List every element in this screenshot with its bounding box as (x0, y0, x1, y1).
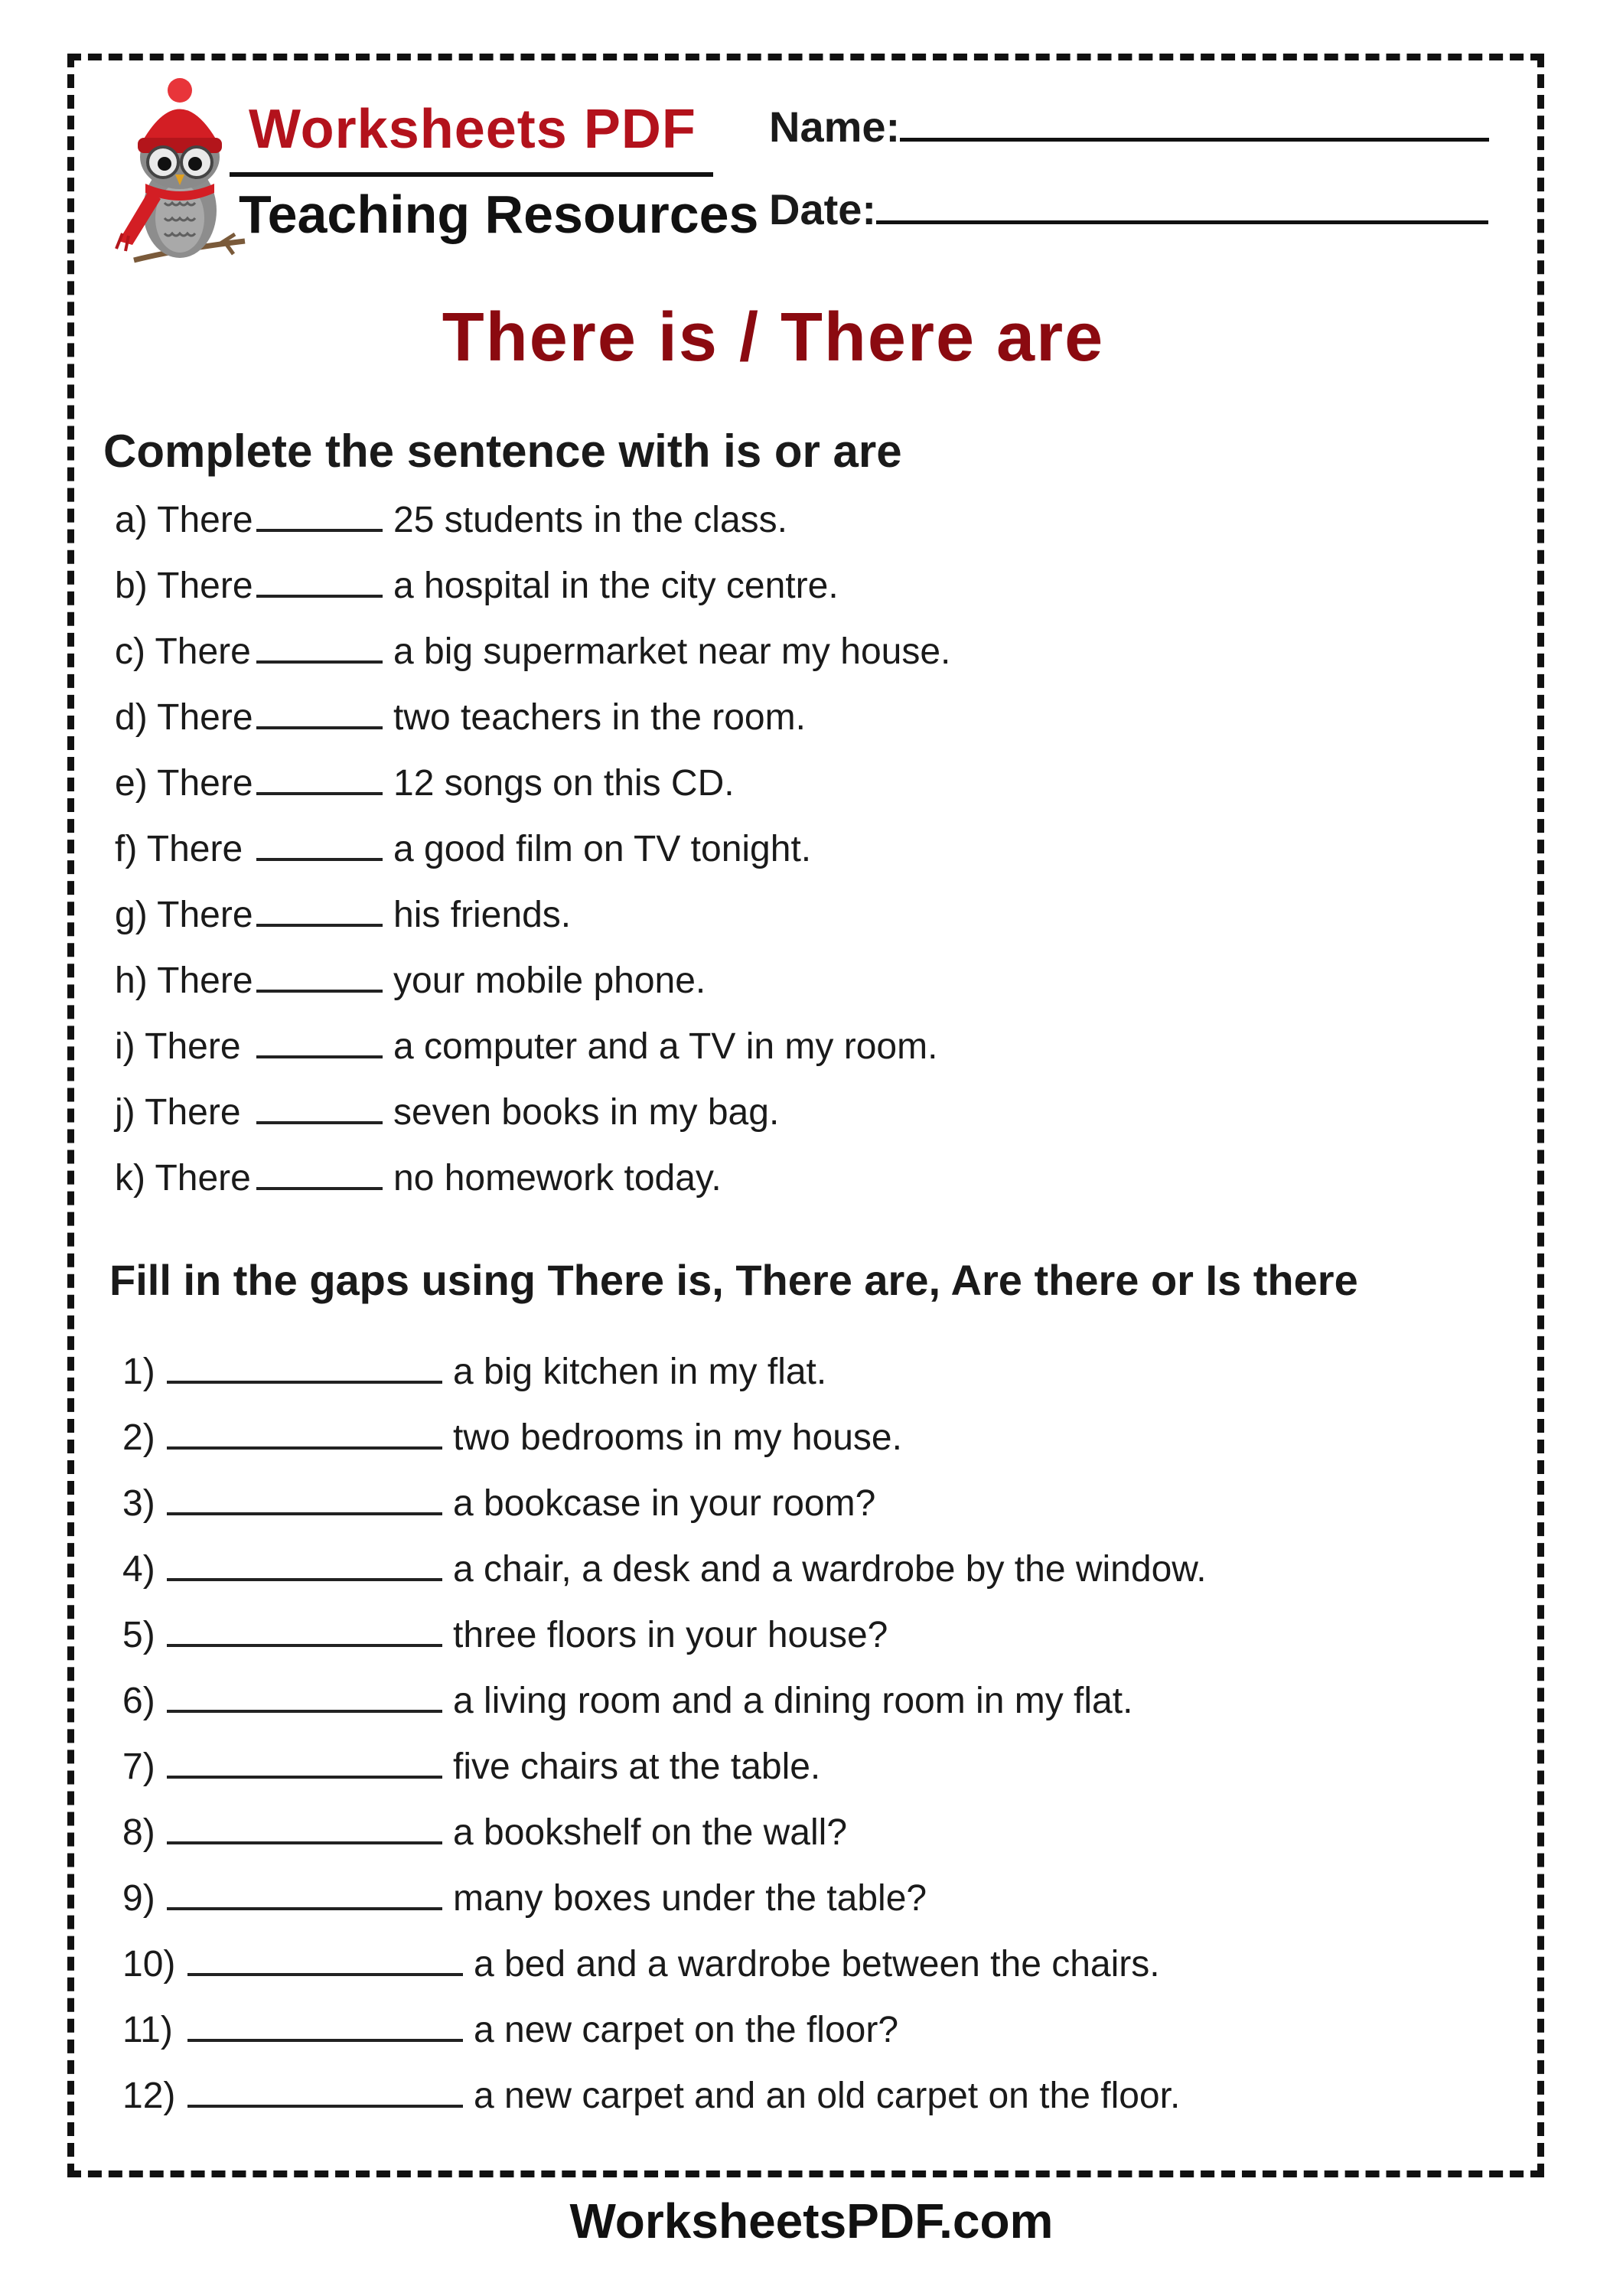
answer-blank[interactable] (256, 763, 383, 795)
item-label: j) There (115, 1092, 241, 1133)
answer-blank[interactable] (256, 566, 383, 598)
item-label: g) There (115, 895, 253, 935)
item-text: a good film on TV tonight. (393, 829, 812, 869)
exercise-item (122, 2009, 898, 2051)
item-label: 3) (122, 1483, 155, 1524)
answer-blank[interactable] (187, 2010, 463, 2042)
item-text: a big supermarket near my house. (393, 631, 951, 672)
name-label: Name: (769, 103, 901, 151)
item-text: many boxes under the table? (453, 1878, 927, 1919)
item-text: three floors in your house? (453, 1615, 888, 1655)
item-text: two teachers in the room. (393, 697, 806, 738)
answer-blank[interactable] (256, 895, 383, 927)
exercise-item (122, 1548, 1207, 1590)
brand-title: Worksheets PDF (249, 99, 696, 160)
item-text: a new carpet and an old carpet on the floor. (474, 2076, 1181, 2116)
item-label: 5) (122, 1615, 155, 1655)
item-label: h) There (115, 960, 253, 1001)
item-label: 1) (122, 1352, 155, 1392)
answer-blank[interactable] (187, 2076, 463, 2108)
answer-blank[interactable] (256, 1092, 383, 1124)
item-text: a big kitchen in my flat. (453, 1352, 827, 1392)
item-text: no homework today. (393, 1158, 722, 1199)
exercise-item (122, 1614, 888, 1656)
item-label: c) There (115, 631, 251, 672)
answer-blank[interactable] (167, 1352, 442, 1384)
answer-blank[interactable] (167, 1417, 442, 1450)
item-text: a living room and a dining room in my flat. (453, 1681, 1133, 1721)
item-text: your mobile phone. (393, 960, 706, 1001)
date-line[interactable] (876, 182, 1488, 224)
exercise-item (122, 1746, 820, 1788)
exercise-item (122, 1482, 875, 1525)
answer-blank[interactable] (167, 1483, 442, 1515)
answer-blank[interactable] (256, 631, 383, 664)
exercise-item (122, 1680, 1133, 1722)
exercise-item (115, 696, 806, 739)
answer-blank[interactable] (256, 697, 383, 729)
date-label: Date: (769, 185, 877, 233)
name-line[interactable] (900, 99, 1489, 142)
exercise-item (122, 1877, 927, 1919)
item-text: his friends. (393, 895, 572, 935)
item-label: e) There (115, 763, 253, 804)
exercise-item (115, 1091, 779, 1133)
answer-blank[interactable] (167, 1549, 442, 1581)
brand-divider (230, 172, 713, 177)
name-field[interactable] (769, 99, 1489, 152)
item-label: 12) (122, 2076, 176, 2116)
exercise-item (115, 828, 811, 870)
answer-blank[interactable] (256, 1158, 383, 1190)
answer-blank[interactable] (256, 829, 383, 861)
exercise-item (122, 1812, 847, 1854)
answer-blank[interactable] (167, 1812, 442, 1844)
exercise-item (115, 1026, 937, 1068)
item-text: 25 students in the class. (393, 500, 787, 540)
item-label: d) There (115, 697, 253, 738)
answer-blank[interactable] (256, 1026, 383, 1058)
answer-blank[interactable] (256, 500, 383, 532)
item-label: 6) (122, 1681, 155, 1721)
item-label: 9) (122, 1878, 155, 1919)
brand-subtitle: Teaching Resources (239, 184, 759, 244)
answer-blank[interactable] (167, 1746, 442, 1779)
exercise-item (122, 1417, 902, 1459)
item-text: five chairs at the table. (453, 1746, 821, 1787)
exercise-item (115, 894, 571, 936)
item-text: a bed and a wardrobe between the chairs. (474, 1944, 1160, 1985)
exercise-item (115, 960, 706, 1002)
item-text: a chair, a desk and a wardrobe by the window. (453, 1549, 1207, 1590)
section1-heading: Complete the sentence with is or are (103, 426, 902, 477)
item-label: 10) (122, 1944, 176, 1985)
exercise-item (122, 2075, 1180, 2117)
exercise-item (115, 762, 735, 804)
item-text: a bookcase in your room? (453, 1483, 876, 1524)
exercise-item (115, 565, 839, 607)
item-text: 12 songs on this CD. (393, 763, 735, 804)
worksheet-title: There is / There are (442, 299, 1105, 376)
item-label: 2) (122, 1417, 155, 1458)
item-label: b) There (115, 566, 253, 606)
item-label: k) There (115, 1158, 251, 1199)
item-text: a bookshelf on the wall? (453, 1812, 848, 1853)
owl-mascot-logo (103, 77, 256, 283)
exercise-item (122, 1351, 826, 1393)
item-label: 8) (122, 1812, 155, 1853)
answer-blank[interactable] (167, 1878, 442, 1910)
item-label: 11) (122, 2010, 173, 2050)
item-text: two bedrooms in my house. (453, 1417, 902, 1458)
item-label: i) There (115, 1026, 241, 1067)
footer-website: WorksheetsPDF.com (569, 2193, 1054, 2249)
exercise-item (115, 499, 787, 541)
item-text: a hospital in the city centre. (393, 566, 839, 606)
exercise-item (115, 1157, 722, 1199)
item-text: seven books in my bag. (393, 1092, 780, 1133)
answer-blank[interactable] (167, 1681, 442, 1713)
item-label: f) There (115, 829, 243, 869)
item-text: a new carpet on the floor? (474, 2010, 899, 2050)
answer-blank[interactable] (167, 1615, 442, 1647)
item-label: a) There (115, 500, 253, 540)
section2-heading: Fill in the gaps using There is, There are, Are there or Is there (109, 1256, 1358, 1304)
exercise-item (115, 631, 950, 673)
date-field[interactable] (769, 182, 1488, 234)
answer-blank[interactable] (256, 960, 383, 993)
exercise-item (122, 1943, 1160, 1985)
answer-blank[interactable] (187, 1944, 463, 1976)
item-text: a computer and a TV in my room. (393, 1026, 938, 1067)
item-label: 7) (122, 1746, 155, 1787)
item-label: 4) (122, 1549, 155, 1590)
